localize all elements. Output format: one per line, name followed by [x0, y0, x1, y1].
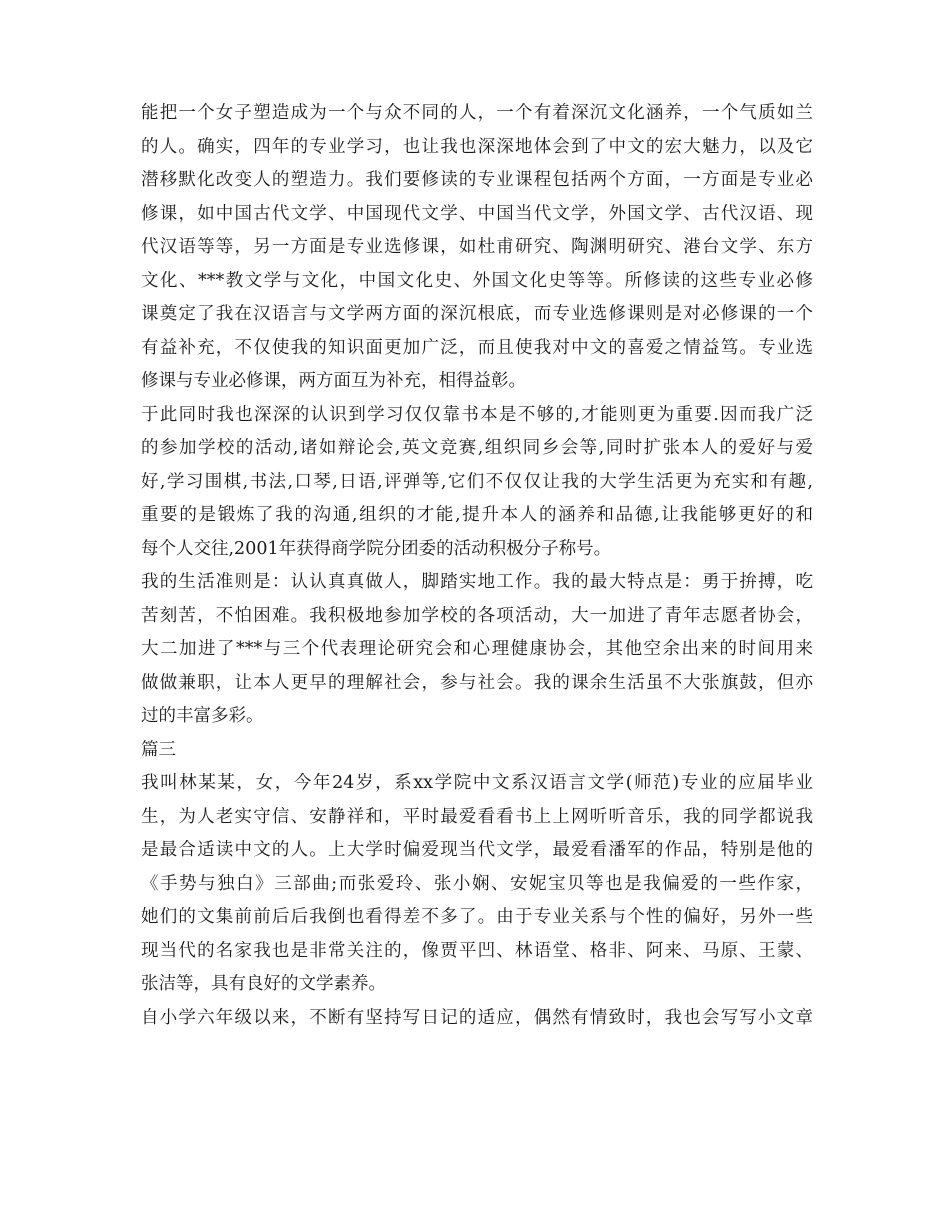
text-line: 她们的文集前前后后我倒也看得差不多了。由于专业关系与个性的偏好，另外一些	[141, 907, 813, 927]
text-line: 修课与专业必修课，两方面互为补充，相得益彰。	[141, 371, 526, 391]
paragraph-1	[141, 97, 813, 399]
text-line: 于此同时我也深深的认识到学习仅仅靠书本是不够的,才能则更为重要.因而我广泛	[141, 404, 813, 425]
text-line: 做做兼职，让本人更早的理解社会，参与社会。我的课余生活虽不大张旗鼓，但亦	[141, 672, 813, 693]
text-line: 有益补充，不仅使我的知识面更加广泛，而且使我对中文的喜爱之情益笃。专业选	[141, 337, 813, 358]
text-line: 潜移默化改变人的塑造力。我们要修读的专业课程包括两个方面，一方面是专业必	[141, 170, 813, 190]
text-line: 好,学习围棋,书法,口琴,日语,评弹等,它们不仅仅让我的大学生活更为充实和有趣,	[141, 471, 813, 492]
text-line: 现当代的名家我也是非常关注的，像贾平凹、林语堂、格非、阿来、马原、王蒙、	[141, 940, 813, 961]
text-line: 我叫林某某，女，今年24岁，系xx学院中文系汉语言文学(师范)专业的应届毕业	[141, 773, 813, 793]
text-line: 过的丰富多彩。	[141, 706, 264, 726]
text-line: 我的生活准则是：认认真真做人，脚踏实地工作。我的最大特点是：勇于拚搏，吃	[141, 572, 813, 592]
section-heading	[141, 734, 813, 768]
text-line: 代汉语等等，另一方面是专业选修课，如杜甫研究、陶渊明研究、港台文学、东方	[141, 237, 813, 257]
paragraph-2	[141, 399, 813, 567]
text-line: 每个人交往,2001年获得商学院分团委的活动积极分子称号。	[141, 538, 612, 559]
text-line: 苦刻苦，不怕困难。我积极地参加学校的各项活动，大一加进了青年志愿者协会，	[141, 605, 813, 626]
text-line: 《手势与独白》三部曲;而张爱玲、张小娴、安妮宝贝等也是我偏爱的一些作家，	[141, 873, 813, 894]
text-line: 生，为人老实守信、安静祥和，平时最爱看看书上上网听听音乐，我的同学都说我	[141, 806, 813, 827]
paragraph-5	[141, 1002, 813, 1036]
document-body	[141, 97, 813, 1035]
text-line: 能把一个女子塑造成为一个与众不同的人，一个有着深沉文化涵养，一个气质如兰	[141, 103, 813, 123]
text-line: 自小学六年级以来，不断有坚持写日记的适应，偶然有情致时，我也会写写小文章	[141, 1007, 813, 1028]
text-line: 重要的是锻炼了我的沟通,组织的才能,提升本人的涵养和品德,让我能够更好的和	[141, 505, 813, 525]
section-title: 篇三	[141, 739, 176, 760]
text-line: 大二加进了***与三个代表理论研究会和心理健康协会，其他空余出来的时间用来	[141, 639, 813, 659]
text-line: 是最合适读中文的人。上大学时偏爱现当代文学，最爱看潘军的作品，特别是他的	[141, 840, 813, 860]
text-line: 的人。确实，四年的专业学习，也让我也深深地体会到了中文的宏大魅力，以及它	[141, 136, 813, 157]
text-line: 文化、***教文学与文化，中国文化史、外国文化史等等。所修读的这些专业必修	[141, 270, 813, 291]
text-line: 张洁等，具有良好的文学素养。	[141, 974, 386, 994]
text-line: 修课，如中国古代文学、中国现代文学、中国当代文学，外国文学、古代汉语、现	[141, 203, 813, 224]
paragraph-4	[141, 767, 813, 1002]
paragraph-3	[141, 566, 813, 734]
text-line: 的参加学校的活动,诸如辩论会,英文竞赛,组织同乡会等,同时扩张本人的爱好与爱	[141, 438, 813, 458]
text-line: 课奠定了我在汉语言与文学两方面的深沉根底，而专业选修课则是对必修课的一个	[141, 304, 813, 324]
